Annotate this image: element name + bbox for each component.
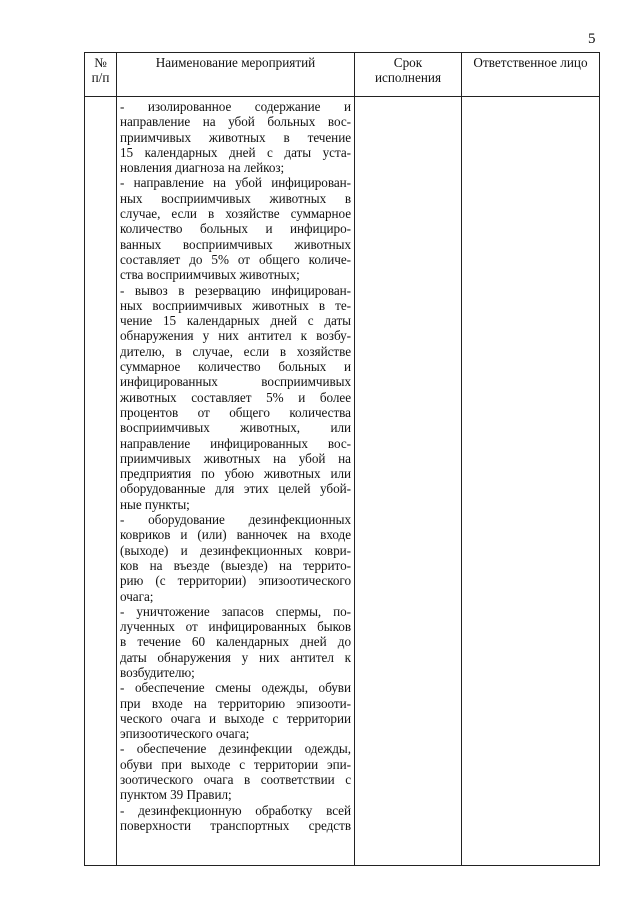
measure-line: новления диагноза на лейкоз; <box>120 160 285 176</box>
measure-line: - изолированное содержание и <box>120 99 351 114</box>
measure-line: ных восприимчивых животных в <box>120 190 351 206</box>
measure-line: даты обнаружения у них антител к <box>120 649 351 665</box>
measure-line: дителю, в случае, если в хозяйстве <box>120 343 351 359</box>
measure-line: - вывоз в резервацию инфицирован- <box>120 282 351 298</box>
measure-line: процентов от общего количества <box>120 404 351 420</box>
measure-line: - направление на убой инфицирован- <box>120 175 351 191</box>
measure-line: пунктом 39 Правил; <box>120 787 232 803</box>
measure-line: поверхности транспортных средств <box>120 817 351 833</box>
header-responsible-label: Ответственное лицо <box>473 55 588 70</box>
measure-line: возбудителю; <box>120 664 195 680</box>
measure-line: - дезинфекционную обработку всей <box>120 802 351 818</box>
measure-line: случае, если в хозяйстве суммарное <box>120 206 351 222</box>
header-num <box>85 53 117 97</box>
page-number: 5 <box>588 31 596 47</box>
measure-line: предприятия по убою животных или <box>120 466 351 482</box>
measures-text <box>117 97 354 833</box>
header-num-label: № п/п <box>91 55 110 85</box>
measure-line: ковриков и (или) ванночек на входе <box>120 527 351 543</box>
cell-responsible <box>462 97 600 866</box>
table-header-row <box>85 53 600 97</box>
measure-line: 15 календарных дней с даты уста- <box>120 144 351 160</box>
measure-line: ванных восприимчивых животных <box>120 236 351 252</box>
measure-line: оборудованные для этих целей убой- <box>120 481 351 497</box>
measure-line: ства восприимчивых животных; <box>120 267 300 283</box>
measure-line: при входе на территорию эпизооти- <box>120 695 351 711</box>
table-row <box>85 97 600 866</box>
measure-line: суммарное количество больных и <box>120 359 351 375</box>
measure-line: животных составляет 5% и более <box>120 389 351 405</box>
header-name-label: Наименование мероприятий <box>155 55 316 70</box>
header-responsible <box>462 53 600 97</box>
cell-measures <box>117 97 355 866</box>
measure-line: - уничтожение запасов спермы, по- <box>120 603 351 619</box>
measure-line: инфицированных восприимчивых <box>120 374 351 390</box>
measure-line: обуви при выходе с территории эпи- <box>120 756 351 772</box>
measure-line: приимчивых животных на убой на <box>120 450 351 466</box>
measure-line: очага; <box>120 588 154 604</box>
measure-line: зоотического очага в соответствии с <box>120 772 351 788</box>
measure-line: приимчивых животных в течение <box>120 129 351 145</box>
measure-line: направление инфицированных вос- <box>120 435 351 451</box>
measure-line: в течение 60 календарных дней до <box>120 634 351 650</box>
measure-line: ных восприимчивых животных в те- <box>120 297 351 313</box>
measure-line: - обеспечение дезинфекции одежды, <box>120 741 351 757</box>
measure-line: ные пункты; <box>120 496 190 512</box>
cell-num <box>85 97 117 866</box>
measure-line: восприимчивых животных, или <box>120 420 351 436</box>
measure-line: количество больных и инфициро- <box>120 221 351 237</box>
measure-line: (выходе) и дезинфекционных коври- <box>120 542 351 558</box>
measure-line: эпизоотического очага; <box>120 726 250 742</box>
measure-line: ческого очага и выходе с территории <box>120 710 351 726</box>
measure-line: направление на убой больных вос- <box>120 114 351 130</box>
measure-line: обнаружения у них антител к возбу- <box>120 328 351 344</box>
measure-line: чение 15 календарных дней с даты <box>120 313 351 329</box>
cell-term <box>355 97 462 866</box>
header-name <box>117 53 355 97</box>
header-term <box>355 53 462 97</box>
measure-line: - обеспечение смены одежды, обуви <box>120 680 351 696</box>
measure-line: лученных от инфицированных быков <box>120 619 351 635</box>
measure-line: ков на въезде (выезде) на террито- <box>120 557 351 573</box>
measure-line: составляет до 5% от общего количе- <box>120 251 351 267</box>
header-term-label: Срок исполнения <box>374 55 442 85</box>
measures-table <box>84 52 600 866</box>
measure-line: рию (с территории) эпизоотического <box>120 573 351 589</box>
measure-line: - оборудование дезинфекционных <box>120 512 351 528</box>
